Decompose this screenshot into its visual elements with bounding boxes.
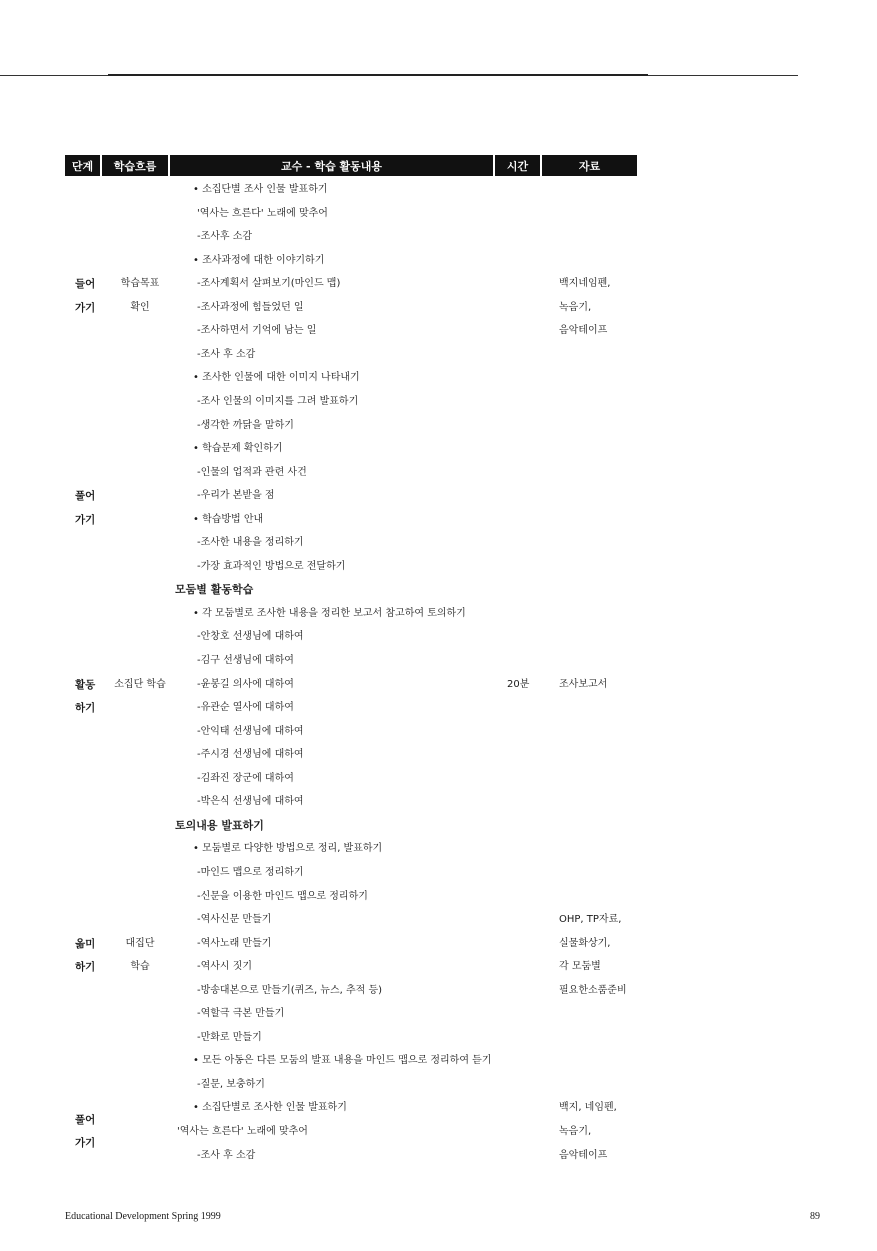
- content-cell: -인물의 업적과 관련 사건: [197, 466, 307, 478]
- flow-cell: 학습목표: [120, 278, 160, 290]
- content-cell: -신문을 이용한 마인드 맵으로 정리하기: [197, 890, 368, 902]
- content-cell: -마인드 맵으로 정리하기: [197, 866, 304, 878]
- header-stage: 단계: [65, 155, 102, 176]
- table-row: [0, 937, 877, 960]
- content-cell: -조사후 소감: [197, 231, 253, 243]
- table-row: [0, 795, 877, 818]
- table-row: [0, 183, 877, 206]
- table-row: [0, 678, 877, 701]
- content-cell: -조사 인물의 이미지를 그려 발표하기: [197, 395, 359, 407]
- table-row: [0, 583, 877, 606]
- content-cell: -조사과정에 힘들었던 일: [197, 301, 304, 313]
- content-cell: -박은식 선생님에 대하여: [197, 796, 304, 808]
- table-row: [0, 630, 877, 653]
- header-time: 시간: [495, 155, 542, 176]
- table-row: [0, 371, 877, 394]
- content-cell: -역사시 짓기: [197, 961, 253, 973]
- content-cell: '역사는 흐른다' 노래에 맞추어: [177, 1126, 308, 1137]
- table-row: [0, 607, 877, 630]
- flow-cell: 대집단: [125, 937, 155, 949]
- final-stage-line-2: 가기: [75, 1137, 96, 1149]
- table-row: [0, 960, 877, 983]
- table-row: [0, 890, 877, 913]
- content-cell: -김좌진 장군에 대하여: [197, 772, 294, 784]
- material-cell: 조사보고서: [559, 678, 608, 690]
- table-row: [0, 701, 877, 724]
- content-cell: -안익태 선생님에 대하여: [197, 725, 304, 737]
- stage-cell: 옮미: [75, 937, 96, 950]
- table-row: [0, 513, 877, 536]
- stage-cell: 가기: [75, 513, 96, 526]
- header-material: 자료: [542, 155, 637, 176]
- final-stage-label: [0, 1113, 877, 1136]
- table-row: [0, 324, 877, 347]
- stage-cell: 하기: [75, 702, 96, 715]
- table-row: [0, 489, 877, 512]
- content-cell: -윤봉길 의사에 대하여: [197, 678, 294, 690]
- table-row: [0, 230, 877, 253]
- stage-cell: 풀어: [75, 490, 96, 503]
- content-cell: -조사계획서 살펴보기(마인드 맵): [197, 278, 341, 290]
- content-cell: -우리가 본받을 점: [197, 490, 275, 502]
- content-cell: -역사신문 만들기: [197, 914, 272, 926]
- table-row: [0, 277, 877, 300]
- content-cell: -역사노래 만들기: [197, 937, 272, 949]
- content-cell: • 각 모둠별로 조사한 내용을 정리한 보고서 참고하여 토의하기: [193, 607, 466, 619]
- material-cell: 녹음기,: [559, 1126, 592, 1137]
- table-row: [0, 301, 877, 324]
- table-row: [0, 772, 877, 795]
- content-cell: • 소집단별 조사 인물 발표하기: [193, 184, 328, 195]
- table-row: [0, 466, 877, 489]
- content-cell: -주시경 선생님에 대하여: [197, 749, 304, 761]
- content-cell: • 모둠별로 다양한 방법으로 정리, 발표하기: [193, 843, 383, 855]
- table-row: [0, 842, 877, 865]
- material-cell: 각 모둠별: [559, 961, 601, 973]
- content-cell: 토의내용 발표하기: [175, 818, 264, 832]
- material-cell: 실물화상기,: [559, 937, 611, 949]
- table-row: [0, 254, 877, 277]
- footer-journal: Educational Development Spring 1999: [65, 1211, 221, 1222]
- table-row: [0, 536, 877, 559]
- final-stage-label-2: [0, 1136, 877, 1159]
- content-cell: • 소집단별로 조사한 인물 발표하기: [193, 1102, 347, 1114]
- table-row: [0, 984, 877, 1007]
- content-cell: '역사는 흐른다' 노래에 맞추어: [197, 207, 328, 219]
- material-cell: 녹음기,: [559, 301, 592, 313]
- table-row: [0, 395, 877, 418]
- top-rule-accent: [108, 74, 648, 76]
- content-cell: -만화로 만들기: [197, 1031, 262, 1043]
- content-cell: -김구 선생님에 대하여: [197, 655, 294, 666]
- table-row: [0, 419, 877, 442]
- content-cell: -조사 후 소감: [197, 1149, 256, 1161]
- table-row: [0, 866, 877, 889]
- stage-cell: 하기: [75, 961, 96, 974]
- content-cell: -역할극 극본 만들기: [197, 1008, 285, 1020]
- content-cell: -조사한 내용을 정리하기: [197, 537, 304, 549]
- table-row: [0, 748, 877, 771]
- material-cell: 백지네임펜,: [559, 278, 611, 290]
- table-row: [0, 819, 877, 842]
- content-cell: -조사 후 소감: [197, 348, 256, 360]
- content-cell: -가장 효과적인 방법으로 전달하기: [197, 560, 346, 572]
- table-header: [65, 155, 637, 176]
- table-row: [0, 913, 877, 936]
- table-row: [0, 1007, 877, 1030]
- flow-cell: 확인: [130, 301, 150, 313]
- content-cell: • 모든 아동은 다른 모둠의 발표 내용을 마인드 맵으로 정리하여 듣기: [193, 1055, 492, 1067]
- final-stage-line-1: 풀어: [75, 1114, 96, 1126]
- time-cell: 20분: [507, 678, 530, 690]
- stage-cell: 가기: [75, 301, 96, 314]
- table-row: [0, 725, 877, 748]
- table-row: [0, 1078, 877, 1101]
- content-cell: -생각한 까닭을 말하기: [197, 419, 294, 431]
- content-cell: -질문, 보충하기: [197, 1078, 265, 1090]
- table-row: [0, 1031, 877, 1054]
- stage-cell: 활동: [75, 678, 96, 691]
- material-cell: 음악테이프: [559, 1149, 608, 1161]
- content-cell: • 학습문제 확인하기: [193, 443, 283, 455]
- flow-cell: 학습: [130, 961, 150, 973]
- table-row: [0, 442, 877, 465]
- material-cell: 백지, 네임펜,: [559, 1102, 617, 1114]
- content-cell: • 학습방법 안내: [193, 513, 264, 525]
- footer-page-number: 89: [810, 1211, 820, 1222]
- table-row: [0, 560, 877, 583]
- content-cell: -유관순 열사에 대하여: [197, 702, 294, 714]
- material-cell: OHP, TP자료,: [559, 914, 622, 926]
- flow-cell: 소집단 학습: [114, 678, 166, 690]
- table-row: [0, 1054, 877, 1077]
- stage-cell: 들어: [75, 278, 96, 291]
- header-content: 교수 - 학습 활동내용: [170, 155, 495, 176]
- content-cell: -방송대본으로 만들기(퀴즈, 뉴스, 추적 등): [197, 984, 383, 996]
- content-cell: -조사하면서 기억에 남는 일: [197, 325, 317, 337]
- material-cell: 필요한소품준비: [559, 984, 627, 996]
- content-cell: • 조사한 인물에 대한 이미지 나타내기: [193, 372, 360, 384]
- table-row: [0, 348, 877, 371]
- table-row: [0, 654, 877, 677]
- content-cell: • 조사과정에 대한 이야기하기: [193, 254, 325, 266]
- content-cell: -안창호 선생님에 대하여: [197, 631, 304, 643]
- header-flow: 학습흐름: [102, 155, 170, 176]
- content-cell: 모둠별 활동학습: [175, 583, 254, 597]
- material-cell: 음악테이프: [559, 325, 608, 337]
- table-row: [0, 207, 877, 230]
